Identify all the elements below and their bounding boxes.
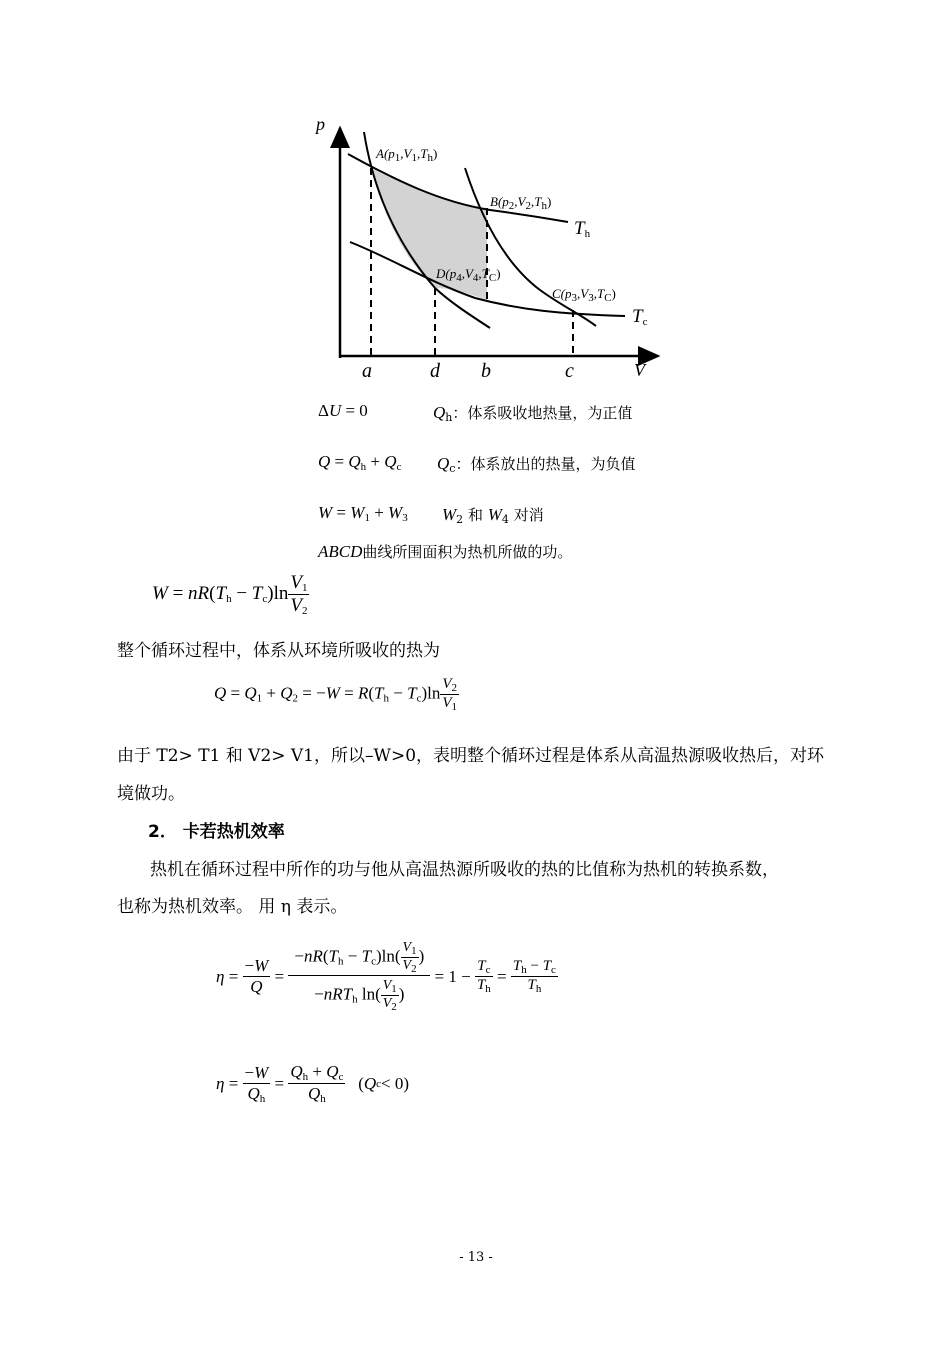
point-a-label: $A(p_1,V_1,T_h)$	[376, 146, 438, 164]
tick-d: d	[430, 360, 440, 382]
tick-a: a	[362, 360, 372, 382]
equation-heat: $Q = Q_1 + Q_2 = -W = R(T_h - T_c)\ln$ $\frac{V_2}{V_1}$	[214, 676, 458, 713]
axis-v-label: V	[634, 360, 645, 380]
equation-efficiency-1: η = $\frac{-W}{Q}$ = $-nR(T_h - T_c)\ln$( $\frac{V_1}{V_2}$ ) −nRT$_h$ ln( $\frac{V_1}{V_2}$ ) = 1 − $\frac{T_c}{T_h}$ = $\frac{T_h - T_c}{T_h}$	[216, 940, 556, 1013]
note-w-cancel: $W_2$ 和 $W_4$ 对消	[442, 505, 544, 526]
equation-work: $W = nR(T_h - T_c)\ln$ $\frac{V_1}{V_2}$	[152, 572, 308, 617]
equation-efficiency-2: η = $\frac{-W}{Q_h}$ = $\frac{Q_h + Q_c}{Q_h}$ ( Q c < 0)	[216, 1062, 410, 1105]
point-c-label: $C(p_3,V_3,T_C)$	[552, 286, 616, 304]
tc-label: $T_c$	[632, 306, 648, 328]
note-qh: $Q_h$：体系吸收地热量，为正值	[433, 403, 633, 424]
section-title: 2． 卡若热机效率	[148, 822, 285, 842]
point-b-label: $B(p_2,V_2,T_h)$	[490, 194, 552, 212]
note-delta-u: ΔU = 0	[318, 401, 368, 420]
paragraph-conclusion-2: 境做功。	[117, 784, 185, 804]
tick-c: c	[565, 360, 574, 382]
note-abcd: ABCD曲线所围面积为热机所做的功。	[318, 542, 573, 561]
paragraph-conclusion-1: 由于 T2> T1 和 V2> V1，所以–W>0，表明整个循环过程是体系从高温热源吸收热后，对环	[117, 746, 825, 766]
tick-b: b	[481, 360, 491, 382]
paragraph-efficiency-2: 也称为热机效率。 用 η 表示。	[117, 897, 348, 917]
note-qc: $Q_c$：体系放出的热量，为负值	[437, 454, 636, 475]
page-number: - 13 -	[459, 1250, 493, 1265]
note-w-sum: $W = W_1 + W_3$	[318, 503, 408, 524]
note-q-sum: $Q = Q_h + Q_c$	[318, 452, 402, 473]
paragraph-efficiency-1: 热机在循环过程中所作的功与他从高温热源所吸收的热的比值称为热机的转换系数，	[150, 860, 779, 880]
point-d-label: $D(p_4,V_4,T_C)$	[436, 266, 501, 284]
carnot-pv-diagram	[300, 110, 680, 390]
paragraph-heat-absorbed: 整个循环过程中，体系从环境所吸收的热为	[117, 641, 440, 661]
th-label: $T_h$	[574, 218, 591, 240]
axis-p-label: p	[316, 114, 325, 134]
